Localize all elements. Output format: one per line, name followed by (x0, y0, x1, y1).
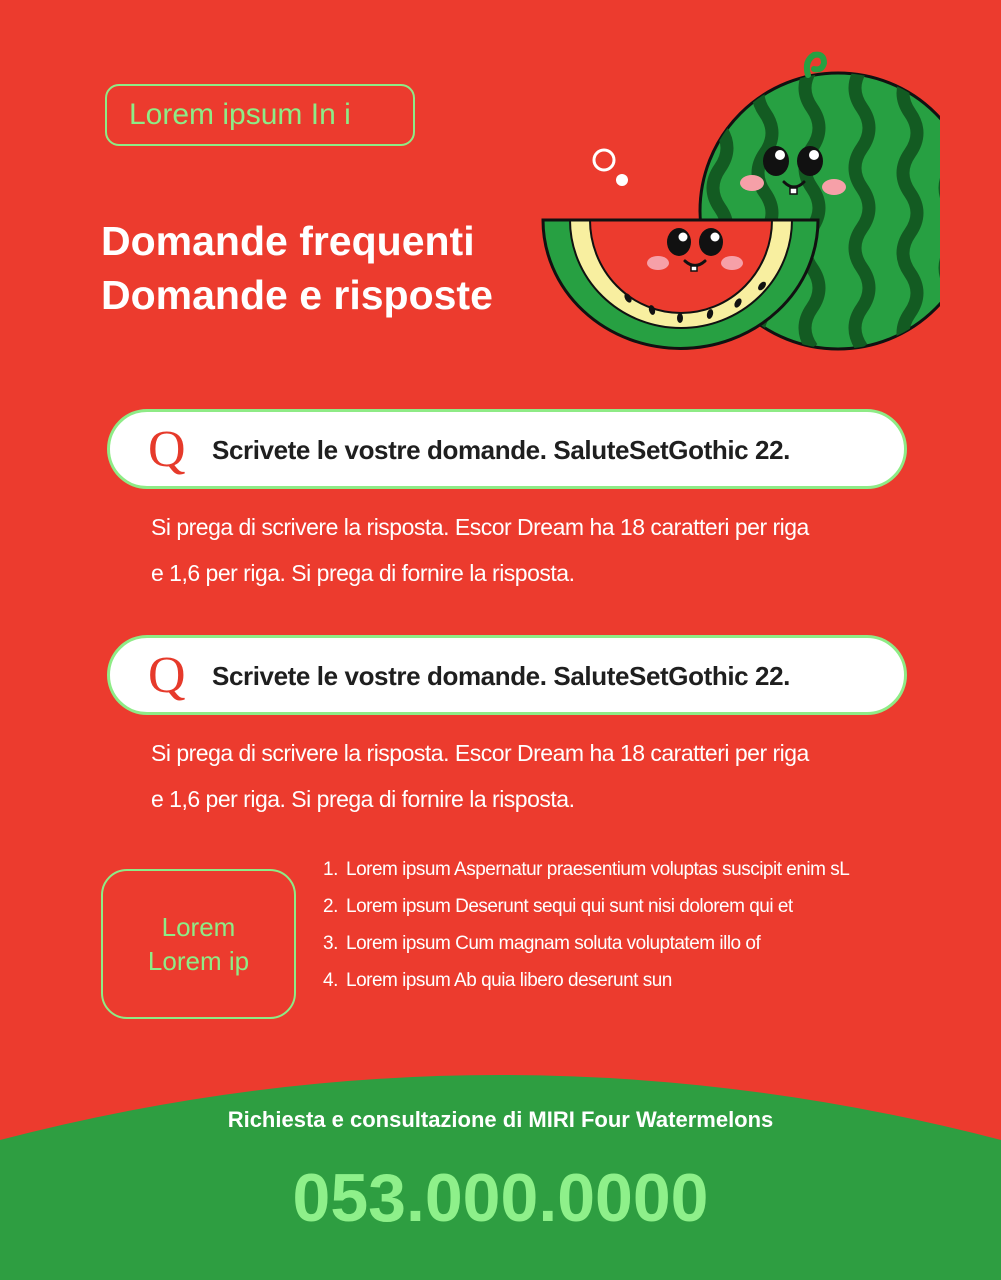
info-box-line-1: Lorem (161, 912, 236, 942)
answer-line: Si prega di scrivere la risposta. Escor Dream ha 18 caratteri per riga (151, 514, 809, 540)
list-item (320, 888, 890, 925)
faq-answer-1 (151, 504, 891, 596)
q-mark-icon: Q (148, 421, 186, 478)
info-box (101, 869, 296, 1019)
phone-number: 053.000.0000 (292, 1160, 709, 1236)
info-box-line-2: Lorem ip (147, 946, 250, 976)
q-mark-icon: Q (148, 647, 186, 704)
question-text: Scrivete le vostre domande. SaluteSetGothic 22. (212, 661, 790, 691)
header-tag: Lorem ipsum In i (105, 84, 415, 146)
watermelon-slice-icon (542, 220, 818, 358)
list-item-text: Lorem ipsum Aspernatur praesentium voluptas suscipit enim sL (346, 859, 850, 880)
bubble-dot-icon (616, 174, 628, 186)
list-item-text: Lorem ipsum Cum magnam soluta voluptatem illo of (346, 933, 761, 954)
list-item (320, 925, 890, 962)
title-line-1: Domande frequenti (101, 218, 475, 264)
list-item-text: Lorem ipsum Deserunt sequi qui sunt nisi dolorem qui et (346, 896, 793, 917)
title-line-2: Domande e risposte (101, 272, 493, 318)
page-title (101, 214, 493, 322)
question-text: Scrivete le vostre domande. SaluteSetGothic 22. (212, 435, 790, 465)
list-item (320, 851, 890, 888)
answer-line: Si prega di scrivere la risposta. Escor Dream ha 18 caratteri per riga (151, 740, 809, 766)
faq-question-2 (107, 635, 907, 715)
answer-line: e 1,6 per riga. Si prega di fornire la risposta. (151, 560, 575, 586)
list-number: 2. (323, 896, 338, 917)
bubble-icon (594, 150, 614, 170)
numbered-list (320, 851, 890, 999)
list-item-text: Lorem ipsum Ab quia libero deserunt sun (346, 970, 672, 991)
faq-question-1 (107, 409, 907, 489)
watermelon-illustration (540, 48, 940, 358)
list-number: 1. (323, 859, 338, 880)
list-number: 3. (323, 933, 338, 954)
list-number: 4. (323, 970, 338, 991)
footer-label: Richiesta e consultazione di MIRI Four Watermelons (227, 1107, 774, 1132)
list-item (320, 962, 890, 999)
faq-answer-2 (151, 730, 891, 822)
answer-line: e 1,6 per riga. Si prega di fornire la risposta. (151, 786, 575, 812)
